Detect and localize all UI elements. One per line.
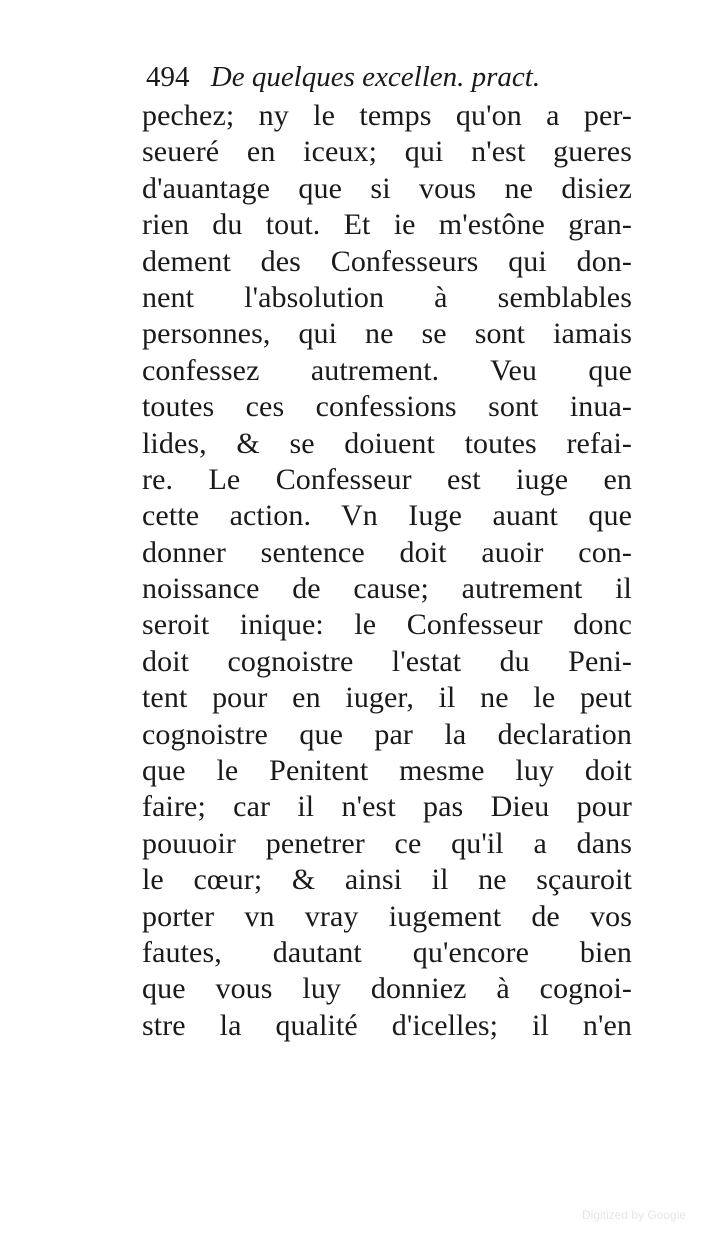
running-head [146,58,616,96]
text-line: dement des Confesseurs qui don- [142,244,632,278]
text-line: seroit inique: le Confesseur donc [142,608,632,642]
text-line: le cœur; & ainsi il ne sçauroit [142,863,632,897]
text-line: stre la qualité d'icelles; il n'en [142,1008,632,1042]
text-line: lides, & se doiuent toutes refai- [142,426,632,460]
text-line: rien du tout. Et ie m'estône gran- [142,208,632,242]
text-line: que le Penitent mesme luy doit [142,754,632,788]
text-line: cette action. Vn Iuge auant que [142,499,632,533]
text-line: pouuoir penetrer ce qu'il a dans [142,826,632,860]
page-number: 494 [146,61,190,93]
text-line: nent l'absolution à semblables [142,280,632,314]
digitization-watermark: Digitized by Google [582,1208,687,1222]
text-line: personnes, qui ne se sont iamais [142,317,632,351]
text-line: noissance de cause; autrement il [142,572,632,606]
text-line: d'auantage que si vous ne disiez [142,171,632,205]
text-line: que vous luy donniez à cognoi- [142,972,632,1006]
text-line: cognoistre que par la declaration [142,717,632,751]
text-line: fautes, dautant qu'encore bien [142,935,632,969]
running-head-title: De quelques excellen. pract. [210,61,541,93]
text-line: pechez; ny le temps qu'on a per- [142,99,632,132]
text-line: faire; car il n'est pas Dieu pour [142,790,632,824]
text-line: porter vn vray iugement de vos [142,899,632,933]
text-line: seueré en iceux; qui n'est gueres [142,135,632,169]
text-line: tent pour en iuger, il ne le peut [142,681,632,715]
body-text [142,98,632,1044]
text-line: toutes ces confessions sont inua- [142,390,632,424]
text-line: confessez autrement. Veu que [142,353,632,387]
text-line: donner sentence doit auoir con- [142,535,632,569]
text-line: re. Le Confesseur est iuge en [142,462,632,496]
text-line: doit cognoistre l'estat du Peni- [142,644,632,678]
